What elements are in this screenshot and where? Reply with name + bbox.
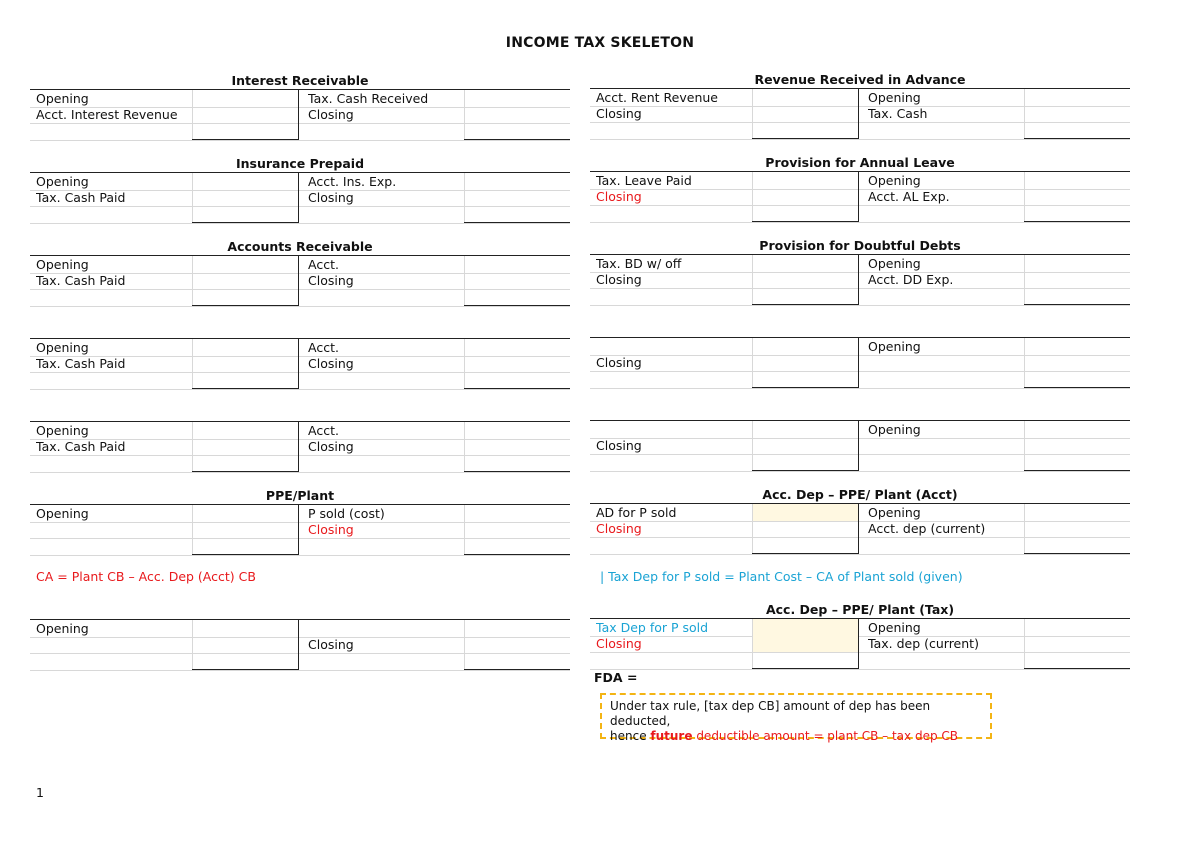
- right-total-line: [1024, 553, 1130, 554]
- left-total-line: [752, 138, 858, 139]
- left-label: Closing: [596, 189, 642, 204]
- left-total-line: [752, 387, 858, 388]
- right-total-line: [464, 139, 570, 140]
- left-label: Closing: [596, 355, 642, 370]
- t-divider: [858, 171, 859, 222]
- table-row: [590, 635, 1130, 653]
- table-row: [30, 106, 570, 124]
- left-total-line: [192, 305, 298, 306]
- left-label: Closing: [596, 438, 642, 453]
- right-amount: [1024, 421, 1131, 438]
- left-label: Opening: [36, 257, 89, 272]
- left-amount: [752, 105, 859, 122]
- left-amount: [192, 272, 299, 289]
- left-total-line: [192, 222, 298, 223]
- right-total-line: [1024, 470, 1130, 471]
- ca-formula-note: CA = Plant CB – Acc. Dep (Acct) CB: [36, 569, 256, 584]
- t-divider: [858, 503, 859, 554]
- left-amount: [752, 188, 859, 205]
- right-label: P sold (cost): [308, 506, 385, 521]
- left-amount: [752, 520, 859, 537]
- left-label: Opening: [36, 340, 89, 355]
- t-divider: [858, 337, 859, 388]
- left-amount: [752, 652, 859, 669]
- left-label: Opening: [36, 174, 89, 189]
- right-total-line: [1024, 221, 1130, 222]
- account-title: Acc. Dep – PPE/ Plant (Tax): [765, 602, 955, 617]
- left-amount: [192, 106, 299, 123]
- right-total-line: [1024, 304, 1130, 305]
- right-label: Acct. AL Exp.: [868, 189, 950, 204]
- right-amount: [1024, 537, 1131, 554]
- left-label: Tax. Leave Paid: [596, 173, 692, 188]
- left-label: [36, 521, 186, 538]
- left-amount: [192, 256, 299, 273]
- right-amount: [464, 538, 571, 555]
- right-amount: [1024, 288, 1131, 305]
- left-amount: [192, 372, 299, 389]
- right-total-line: [1024, 138, 1130, 139]
- right-amount: [464, 339, 571, 356]
- right-amount: [464, 636, 571, 653]
- right-total-line: [464, 669, 570, 670]
- right-label: Closing: [308, 637, 354, 652]
- left-amount: [192, 206, 299, 223]
- right-amount: [464, 422, 571, 439]
- left-amount: [192, 653, 299, 670]
- left-amount: [752, 271, 859, 288]
- account-title: Acc. Dep – PPE/ Plant (Acct): [762, 487, 958, 502]
- right-amount: [1024, 122, 1131, 139]
- left-total-line: [192, 669, 298, 670]
- right-label: Acct. DD Exp.: [868, 272, 954, 287]
- left-label: Opening: [36, 423, 89, 438]
- t-divider: [298, 619, 299, 670]
- left-amount: [752, 338, 859, 355]
- right-amount: [464, 355, 571, 372]
- right-amount: [1024, 635, 1131, 652]
- right-label: Opening: [868, 339, 921, 354]
- table-row: [30, 521, 570, 539]
- left-label: Tax. BD w/ off: [596, 256, 682, 271]
- table-row: [590, 520, 1130, 538]
- box-line-2: [610, 729, 982, 744]
- left-amount: [752, 89, 859, 106]
- left-label: Opening: [36, 506, 89, 521]
- tax-dep-formula-note: | Tax Dep for P sold = Plant Cost – CA of Plant sold (given): [600, 569, 963, 584]
- left-label: [596, 338, 746, 355]
- t-divider: [298, 504, 299, 555]
- account-title: Accounts Receivable: [227, 239, 373, 254]
- page-title: INCOME TAX SKELETON: [505, 35, 695, 51]
- left-amount: [192, 438, 299, 455]
- left-label: Opening: [36, 91, 89, 106]
- left-total-line: [192, 388, 298, 389]
- t-divider: [858, 618, 859, 669]
- account-title: Provision for Doubtful Debts: [759, 238, 961, 253]
- right-label: Opening: [868, 90, 921, 105]
- explanation-box: [600, 693, 992, 743]
- fda-label: FDA =: [594, 670, 638, 685]
- right-total-line: [464, 305, 570, 306]
- left-total-line: [752, 470, 858, 471]
- right-amount: [1024, 255, 1131, 272]
- right-amount: [1024, 105, 1131, 122]
- right-amount: [464, 505, 571, 522]
- left-amount-highlight: [752, 504, 859, 521]
- right-amount: [1024, 652, 1131, 669]
- right-label: Acct.: [308, 423, 339, 438]
- right-amount: [464, 206, 571, 223]
- right-label: Opening: [868, 422, 921, 437]
- left-amount: [192, 422, 299, 439]
- t-divider: [858, 254, 859, 305]
- right-amount: [1024, 172, 1131, 189]
- table-row: [30, 189, 570, 207]
- right-amount: [464, 438, 571, 455]
- table-row: [30, 355, 570, 373]
- right-label: Opening: [868, 620, 921, 635]
- right-amount: [464, 189, 571, 206]
- right-label: Tax. dep (current): [868, 636, 979, 651]
- right-amount: [1024, 619, 1131, 636]
- left-label: Acct. Rent Revenue: [596, 90, 718, 105]
- t-divider: [298, 421, 299, 472]
- left-amount: [752, 122, 859, 139]
- right-total-line: [464, 388, 570, 389]
- left-total-line: [752, 553, 858, 554]
- table-row: [30, 438, 570, 456]
- t-divider: [298, 338, 299, 389]
- table-row: [30, 272, 570, 290]
- left-label: AD for P sold: [596, 505, 677, 520]
- box-line-2-bold: future: [650, 729, 693, 743]
- box-line-2-rest: deductible amount = plant CB – tax dep CB: [692, 729, 958, 743]
- t-divider: [858, 420, 859, 471]
- right-total-line: [464, 554, 570, 555]
- right-amount: [1024, 205, 1131, 222]
- right-amount: [1024, 271, 1131, 288]
- t-divider: [298, 255, 299, 306]
- right-amount: [464, 620, 571, 637]
- left-amount: [192, 521, 299, 538]
- right-amount: [1024, 354, 1131, 371]
- page-number: 1: [36, 785, 44, 800]
- right-amount: [1024, 89, 1131, 106]
- right-label: Opening: [868, 256, 921, 271]
- right-amount: [464, 653, 571, 670]
- left-amount: [752, 354, 859, 371]
- t-divider: [298, 172, 299, 223]
- left-total-line: [192, 554, 298, 555]
- left-amount: [752, 371, 859, 388]
- right-total-line: [1024, 668, 1130, 669]
- table-row: [30, 636, 570, 654]
- right-label: Opening: [868, 173, 921, 188]
- left-label: Closing: [596, 636, 642, 651]
- box-line-2-prefix: hence: [610, 729, 651, 743]
- left-amount: [752, 172, 859, 189]
- left-amount: [752, 205, 859, 222]
- left-amount: [192, 455, 299, 472]
- left-label: Closing: [596, 272, 642, 287]
- left-amount: [192, 636, 299, 653]
- right-label: Acct.: [308, 257, 339, 272]
- left-label: Closing: [596, 106, 642, 121]
- left-label: [596, 421, 746, 438]
- left-amount: [192, 123, 299, 140]
- right-label: [868, 354, 1018, 371]
- left-amount-highlight: [752, 635, 859, 652]
- right-amount: [464, 521, 571, 538]
- account-title: Revenue Received in Advance: [754, 72, 966, 87]
- right-amount: [464, 289, 571, 306]
- right-amount: [1024, 371, 1131, 388]
- right-amount: [1024, 520, 1131, 537]
- account-title: Interest Receivable: [231, 73, 369, 88]
- right-label: Tax. Cash: [868, 106, 928, 121]
- right-label: Acct. dep (current): [868, 521, 986, 536]
- right-amount: [1024, 454, 1131, 471]
- left-amount: [192, 339, 299, 356]
- left-label: Acct. Interest Revenue: [36, 107, 178, 122]
- right-amount: [464, 272, 571, 289]
- right-label: Acct.: [308, 340, 339, 355]
- right-label: Closing: [308, 439, 354, 454]
- right-label: [868, 437, 1018, 454]
- left-amount: [192, 505, 299, 522]
- left-amount: [192, 355, 299, 372]
- right-amount: [1024, 437, 1131, 454]
- left-label: Opening: [36, 621, 89, 636]
- left-amount: [752, 421, 859, 438]
- left-label: [36, 636, 186, 653]
- left-total-line: [752, 221, 858, 222]
- left-label: Tax. Cash Paid: [36, 356, 126, 371]
- left-amount: [752, 537, 859, 554]
- left-label: Tax. Cash Paid: [36, 190, 126, 205]
- account-title: Provision for Annual Leave: [765, 155, 955, 170]
- right-amount: [464, 173, 571, 190]
- right-label: Closing: [308, 522, 354, 537]
- left-label: Tax Dep for P sold: [596, 620, 709, 635]
- right-amount: [1024, 504, 1131, 521]
- right-amount: [464, 372, 571, 389]
- right-label: [308, 620, 458, 637]
- left-amount-highlight: [752, 619, 859, 636]
- right-amount: [464, 123, 571, 140]
- right-label: Tax. Cash Received: [308, 91, 429, 106]
- right-total-line: [1024, 387, 1130, 388]
- table-row: [590, 188, 1130, 206]
- right-amount: [1024, 188, 1131, 205]
- box-line-1: Under tax rule, [tax dep CB] amount of dep has been deducted,: [610, 699, 931, 728]
- left-amount: [192, 289, 299, 306]
- left-amount: [192, 189, 299, 206]
- left-amount: [192, 173, 299, 190]
- right-amount: [464, 90, 571, 107]
- left-amount: [752, 454, 859, 471]
- right-label: Closing: [308, 356, 354, 371]
- left-amount: [192, 90, 299, 107]
- right-amount: [464, 455, 571, 472]
- left-label: Closing: [596, 521, 642, 536]
- account-title: Insurance Prepaid: [235, 156, 365, 171]
- t-divider: [298, 89, 299, 140]
- right-amount: [1024, 338, 1131, 355]
- table-row: [590, 437, 1130, 455]
- right-label: Acct. Ins. Exp.: [308, 174, 397, 189]
- right-amount: [464, 256, 571, 273]
- left-total-line: [192, 139, 298, 140]
- left-amount: [192, 538, 299, 555]
- account-title: PPE/Plant: [265, 488, 335, 503]
- left-total-line: [752, 304, 858, 305]
- left-amount: [192, 620, 299, 637]
- left-amount: [752, 437, 859, 454]
- left-amount: [752, 288, 859, 305]
- right-total-line: [464, 222, 570, 223]
- t-divider: [858, 88, 859, 139]
- left-label: Tax. Cash Paid: [36, 273, 126, 288]
- left-label: Tax. Cash Paid: [36, 439, 126, 454]
- right-label: Opening: [868, 505, 921, 520]
- left-amount: [752, 255, 859, 272]
- right-amount: [464, 106, 571, 123]
- table-row: [590, 354, 1130, 372]
- right-label: Closing: [308, 273, 354, 288]
- table-row: [590, 105, 1130, 123]
- left-total-line: [752, 668, 858, 669]
- table-row: [590, 271, 1130, 289]
- left-total-line: [192, 471, 298, 472]
- right-label: Closing: [308, 190, 354, 205]
- right-total-line: [464, 471, 570, 472]
- right-label: Closing: [308, 107, 354, 122]
